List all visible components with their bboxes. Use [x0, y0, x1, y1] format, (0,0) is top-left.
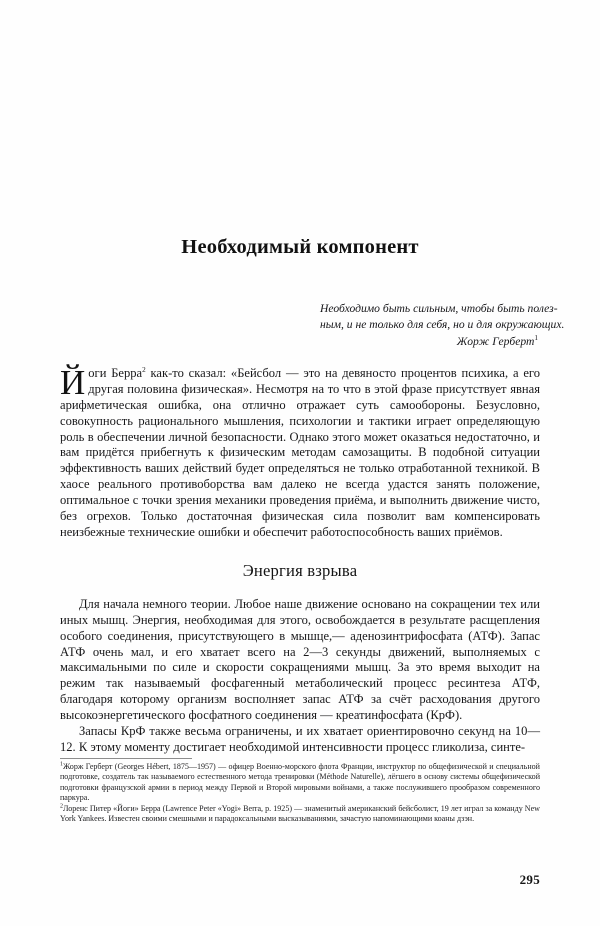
footnote-text: Жорж Герберт (Georges Hébert, 1875—1957) — офицер Военно-морского флота Франции, инструктор по общефизической и специальной подготовке, создатель так называемого естественного метода тренировки (Méthode Naturelle), лёгшего в основу системы общефизической подготовки французской армии в период между Первой и Второй мировыми войнами, а также послужившего прообразом современного паркура.: [60, 762, 540, 803]
footnote-marker-1: 1: [534, 334, 538, 343]
section-heading: Энергия взрыва: [242, 560, 358, 580]
paragraph-intro-body: как-то сказал: «Бейсбол — это на девяносто процентов психика, а его другая половина физическая». Несмотря на то что в этой фразе присутствует явная арифметическая ошибка, она отлично отражает суть самообороны. Безусловно, совокупность рационального мышления, психологии и тактики играет определяющую роль в обеспечении личной безопасности. Однако этого может оказаться недостаточно, и вам придётся прибегнуть к физическим методам самозащиты. В подобной ситуации эффективность ваших действий будет определяться не только отработанной техникой. В хаосе реального противоборства вам далеко не всегда удастся занять положение, оптимальное с точки зрения механики проведения приёма, и выполнить движение чисто, без огрехов. Только достаточная физическая сила позволит вам компенсировать неизбежные технические ошибки и обеспечит работоспособность ваших приёмов.: [60, 365, 540, 539]
section-paragraph-2: Запасы КрФ также весьма ограничены, и их хватает ориентировочно секунд на 10—12. К этому моменту достигает необходимой интенсивности процесс гликолиза, синте-: [60, 724, 540, 754]
epigraph-line-2: ным, и не только для себя, но и для окружающих.: [320, 318, 565, 331]
epigraph-line-1: Необходимо быть сильным, чтобы быть полез-: [320, 301, 558, 315]
footnote-text: Лоренс Питер «Йоги» Берра (Lawrence Peter «Yogi» Berra, p. 1925) — знаменитый американский бейсболист, 19 лет играл за команду New York Yankees. Известен своими смешными и парадоксальными высказываниями, зачастую напоминающими коаны дзэн.: [60, 803, 540, 824]
footnotes-block: [60, 758, 540, 824]
epigraph-author: [320, 334, 538, 350]
body-text: [60, 362, 540, 756]
footnote-marker-2: 2: [142, 365, 146, 374]
footnote-separator: [60, 758, 192, 759]
paragraph-intro: [60, 362, 540, 541]
section-paragraph-1: Для начала немного теории. Любое наше движение основано на сокращении тех или иных мышц. Энергия, необходимая для этого, освобождается в результате расщепления особого соединения, присутствующего в мышце,— аденозинтрифосфата (АТФ). Запас АТФ очень мал, и его хватает всего на 2—3 секунды движений, выполняемых с максимальными по силе и скорости сокращениями мышц. За это время выходит на режим так называемый фосфагенный метаболический процесс ресинтеза АТФ, благодаря которому организм восполняет запас АТФ за счёт расходования другого высокоэнергетического фосфатного соединения — креатинфосфата (КрФ).: [60, 596, 540, 723]
footnote-item: [60, 762, 540, 804]
paragraph-intro-lead: оги Берра: [88, 365, 143, 380]
page-title: Необходимый компонент: [181, 236, 419, 258]
page-number: 295: [519, 872, 540, 887]
epigraph: [320, 301, 565, 351]
epigraph-author-name: Жорж Герберт: [456, 335, 535, 349]
footnote-number: 2: [60, 802, 63, 809]
drop-cap: Й: [60, 362, 86, 402]
footnote-item: [60, 804, 540, 825]
footnote-number: 1: [60, 761, 63, 768]
